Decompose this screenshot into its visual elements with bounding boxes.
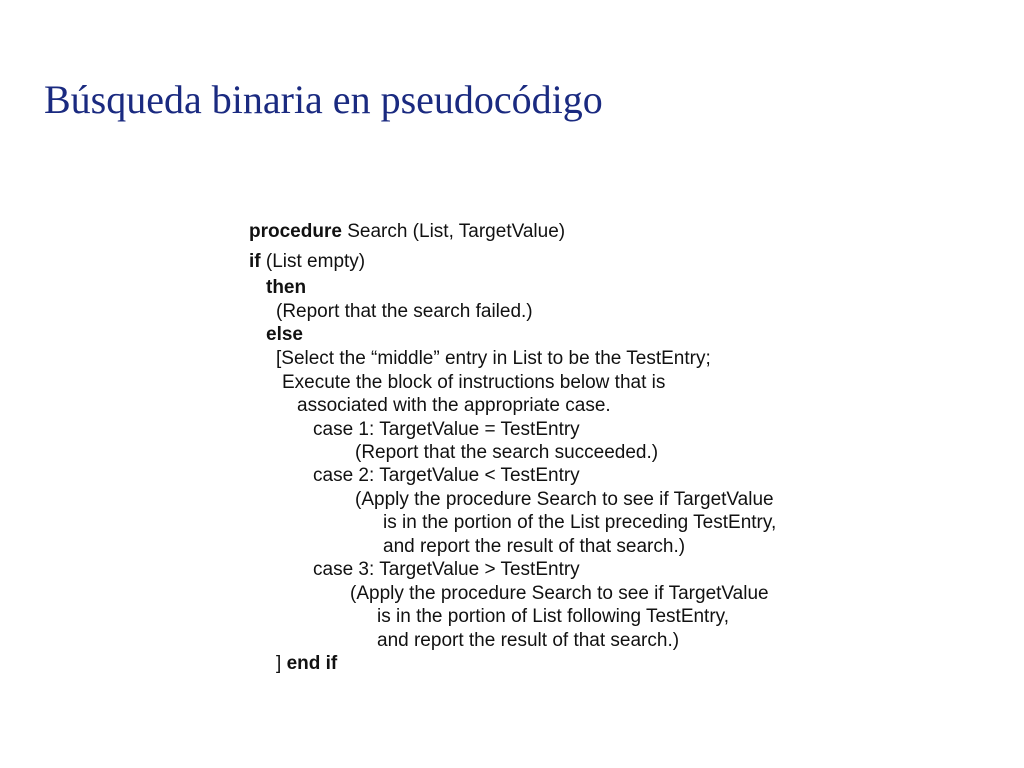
code-line-apply-search-2: (Apply the procedure Search to see if TargetValue bbox=[350, 583, 769, 604]
code-line-portion-following: is in the portion of List following TestEntry, bbox=[377, 606, 730, 627]
code-line-case-3: case 3: TargetValue > TestEntry bbox=[313, 559, 580, 580]
procedure-signature: Search (List, TargetValue) bbox=[341, 221, 566, 242]
code-line-select-middle: [Select the “middle” entry in List to be the TestEntry; bbox=[276, 348, 711, 369]
keyword-else: else bbox=[266, 324, 303, 345]
closing-bracket: ] bbox=[276, 653, 287, 674]
keyword-if: if bbox=[249, 251, 261, 272]
keyword-then: then bbox=[266, 277, 307, 298]
code-line-if bbox=[249, 250, 365, 274]
code-line-end-if bbox=[276, 652, 337, 676]
keyword-procedure: procedure bbox=[249, 221, 342, 242]
code-line-associated-case: associated with the appropriate case. bbox=[297, 395, 611, 416]
code-line-report-failed: (Report that the search failed.) bbox=[276, 301, 533, 322]
keyword-end-if: end if bbox=[286, 653, 338, 674]
code-line-report-succeeded: (Report that the search succeeded.) bbox=[355, 442, 659, 463]
if-condition: (List empty) bbox=[260, 251, 366, 272]
code-line-report-result-2: and report the result of that search.) bbox=[377, 630, 680, 651]
code-line-apply-search-1: (Apply the procedure Search to see if TargetValue bbox=[355, 489, 774, 510]
slide-title: Búsqueda binaria en pseudocódigo bbox=[44, 77, 603, 122]
code-line-report-result-1: and report the result of that search.) bbox=[383, 536, 686, 557]
code-line-procedure bbox=[249, 220, 565, 244]
code-line-case-2: case 2: TargetValue < TestEntry bbox=[313, 465, 580, 486]
code-line-portion-preceding: is in the portion of the List preceding TestEntry, bbox=[383, 512, 777, 533]
code-line-case-1: case 1: TargetValue = TestEntry bbox=[313, 419, 580, 440]
code-line-execute-block: Execute the block of instructions below that is bbox=[282, 372, 666, 393]
